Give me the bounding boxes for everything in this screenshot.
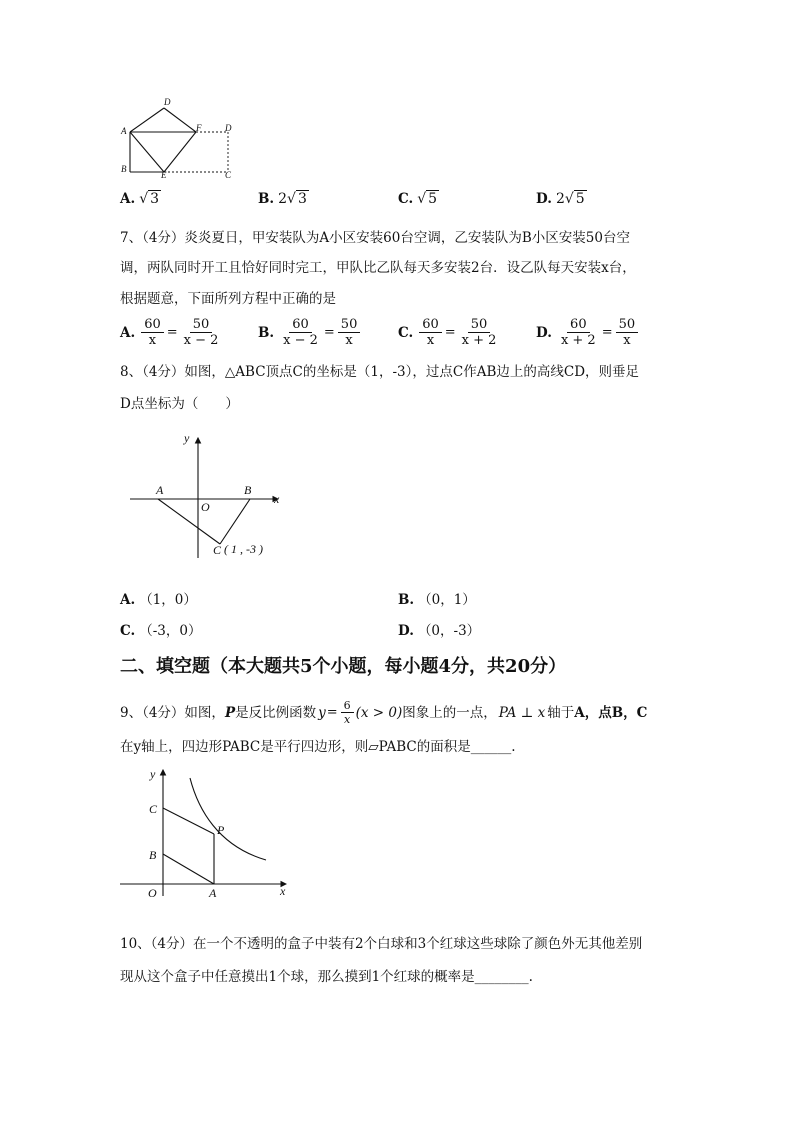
q10-line-2: 现从这个盒子中任意摸出1个球，那么摸到1个红球的概率是________. [120,969,533,985]
q7-line-3: 根据题意，下面所列方程中正确的是 [120,291,336,307]
q7-option-d[interactable]: D. $\frac{60}{x + 2}$ = $\frac{50}{x}$ [536,317,640,348]
q6-option-a-label: A. [120,190,136,207]
q7-option-a-left-fraction: $\frac{60}{x}$ [141,317,164,348]
q9-figure [118,764,293,899]
q8-figure [128,430,288,560]
q6-option-a-value: √ 3 [139,191,160,207]
q7-option-b[interactable]: B. $\frac{60}{x - 2}$ = $\frac{50}{x}$ [258,317,362,348]
q9-label-p: P [217,823,225,837]
q8-axis-y: y [184,431,190,445]
q6-label-a: A [121,126,127,136]
q8-option-b-text: （0，1） [418,592,476,608]
q8-option-a-text: （1，0） [139,592,197,608]
q9-label-a: A [209,886,217,899]
q7-option-d-label: D. [536,324,552,341]
q7-option-d-left-fraction: $\frac{60}{x + 2}$ [560,317,596,348]
q7-option-a[interactable]: A. $\frac{60}{x}$ = $\frac{50}{x - 2}$ [120,317,223,348]
q9-line-1: 9、（4分）如图， P 是反比例函数 y = $\frac{6}{x}$ (x > 0) 图象上的一点， PA ⊥ x 轴于 A，点B，C [120,699,648,726]
q7-option-c-label: C. [398,324,414,341]
q7-option-d-right-fraction: $\frac{50}{x}$ [616,317,639,348]
q6-label-e: E [161,170,167,178]
q9-function-fraction: $\frac{6}{x}$ [341,699,354,726]
q6-option-b[interactable] [258,190,309,207]
q8-option-a[interactable] [120,590,197,610]
q6-label-c: C [225,170,232,178]
q9-label-b: B [149,848,157,862]
q8-option-b[interactable] [398,590,476,610]
q7-option-c-right-fraction: $\frac{50}{x + 2}$ [461,317,497,348]
q6-option-d[interactable] [536,190,587,207]
q6-option-d-value: 2 √ 5 [555,191,585,207]
q7-option-b-left-fraction: $\frac{60}{x - 2}$ [283,317,318,348]
q8-line-2: D点坐标为（ ） [120,396,239,412]
q9-line-2: 在y轴上，四边形PABC是平行四边形，则▱PABC的面积是______. [120,739,516,755]
q7-option-a-label: A. [120,324,136,341]
q7-option-b-right-fraction: $\frac{50}{x}$ [338,317,361,348]
q8-option-b-label: B. [398,592,415,608]
q8-label-a: A [156,483,164,497]
q9-label-o: O [148,886,157,899]
q7-option-c-left-fraction: $\frac{60}{x}$ [419,317,442,348]
q7-option-b-label: B. [258,324,275,341]
q8-label-b: B [244,483,252,497]
q8-option-d-label: D. [398,623,414,639]
q8-option-c[interactable] [120,621,201,641]
section-2-title: 二、填空题（本大题共5个小题，每小题4分，共20分） [120,656,567,677]
q8-option-d-text: （0，-3） [417,623,481,639]
q6-label-f: F [196,123,202,133]
q6-option-d-label: D. [536,190,552,207]
q8-label-c: C [213,543,222,557]
q6-figure [118,96,243,178]
q7-line-1: 7、（4分）炎炎夏日，甲安装队为A小区安装60台空调，乙安装队为B小区安装50台空 [120,230,630,246]
q6-label-d-top: D [164,97,171,107]
q8-option-c-label: C. [120,623,136,639]
q6-option-b-value: 2 √ 3 [278,191,307,207]
q9-axis-x: x [280,884,286,898]
q8-axis-x: x [274,492,280,506]
q8-line-1: 8、（4分）如图，△ABC顶点C的坐标是（1，-3），过点C作AB边上的高线CD，则垂足 [120,364,640,380]
q10-line-1: 10、（4分）在一个不透明的盒子中装有2个白球和3个红球这些球除了颜色外无其他差别 [120,936,643,952]
q8-label-c-coord: ( 1 , -3 ) [224,542,263,556]
q8-option-d[interactable] [398,621,480,641]
q7-option-c[interactable]: C. $\frac{60}{x}$ = $\frac{50}{x + 2}$ [398,317,501,348]
q9-label-c: C [149,802,158,816]
q6-option-a[interactable] [120,190,161,207]
q8-option-a-label: A. [120,592,136,608]
q6-label-d-right: D [225,123,232,133]
q7-option-a-right-fraction: $\frac{50}{x - 2}$ [183,317,219,348]
q6-option-b-label: B. [258,190,275,207]
q7-line-2: 调，两队同时开工且恰好同时完工，甲队比乙队每天多安装2台．设乙队每天安装x台， [120,260,636,276]
q9-axis-y: y [150,767,156,781]
q6-option-c-value: √ 5 [417,191,438,207]
q6-option-c[interactable] [398,190,439,207]
q6-label-b: B [121,164,127,174]
q8-option-c-text: （-3，0） [139,623,202,639]
q8-label-o: O [201,500,210,514]
q6-option-c-label: C. [398,190,414,207]
